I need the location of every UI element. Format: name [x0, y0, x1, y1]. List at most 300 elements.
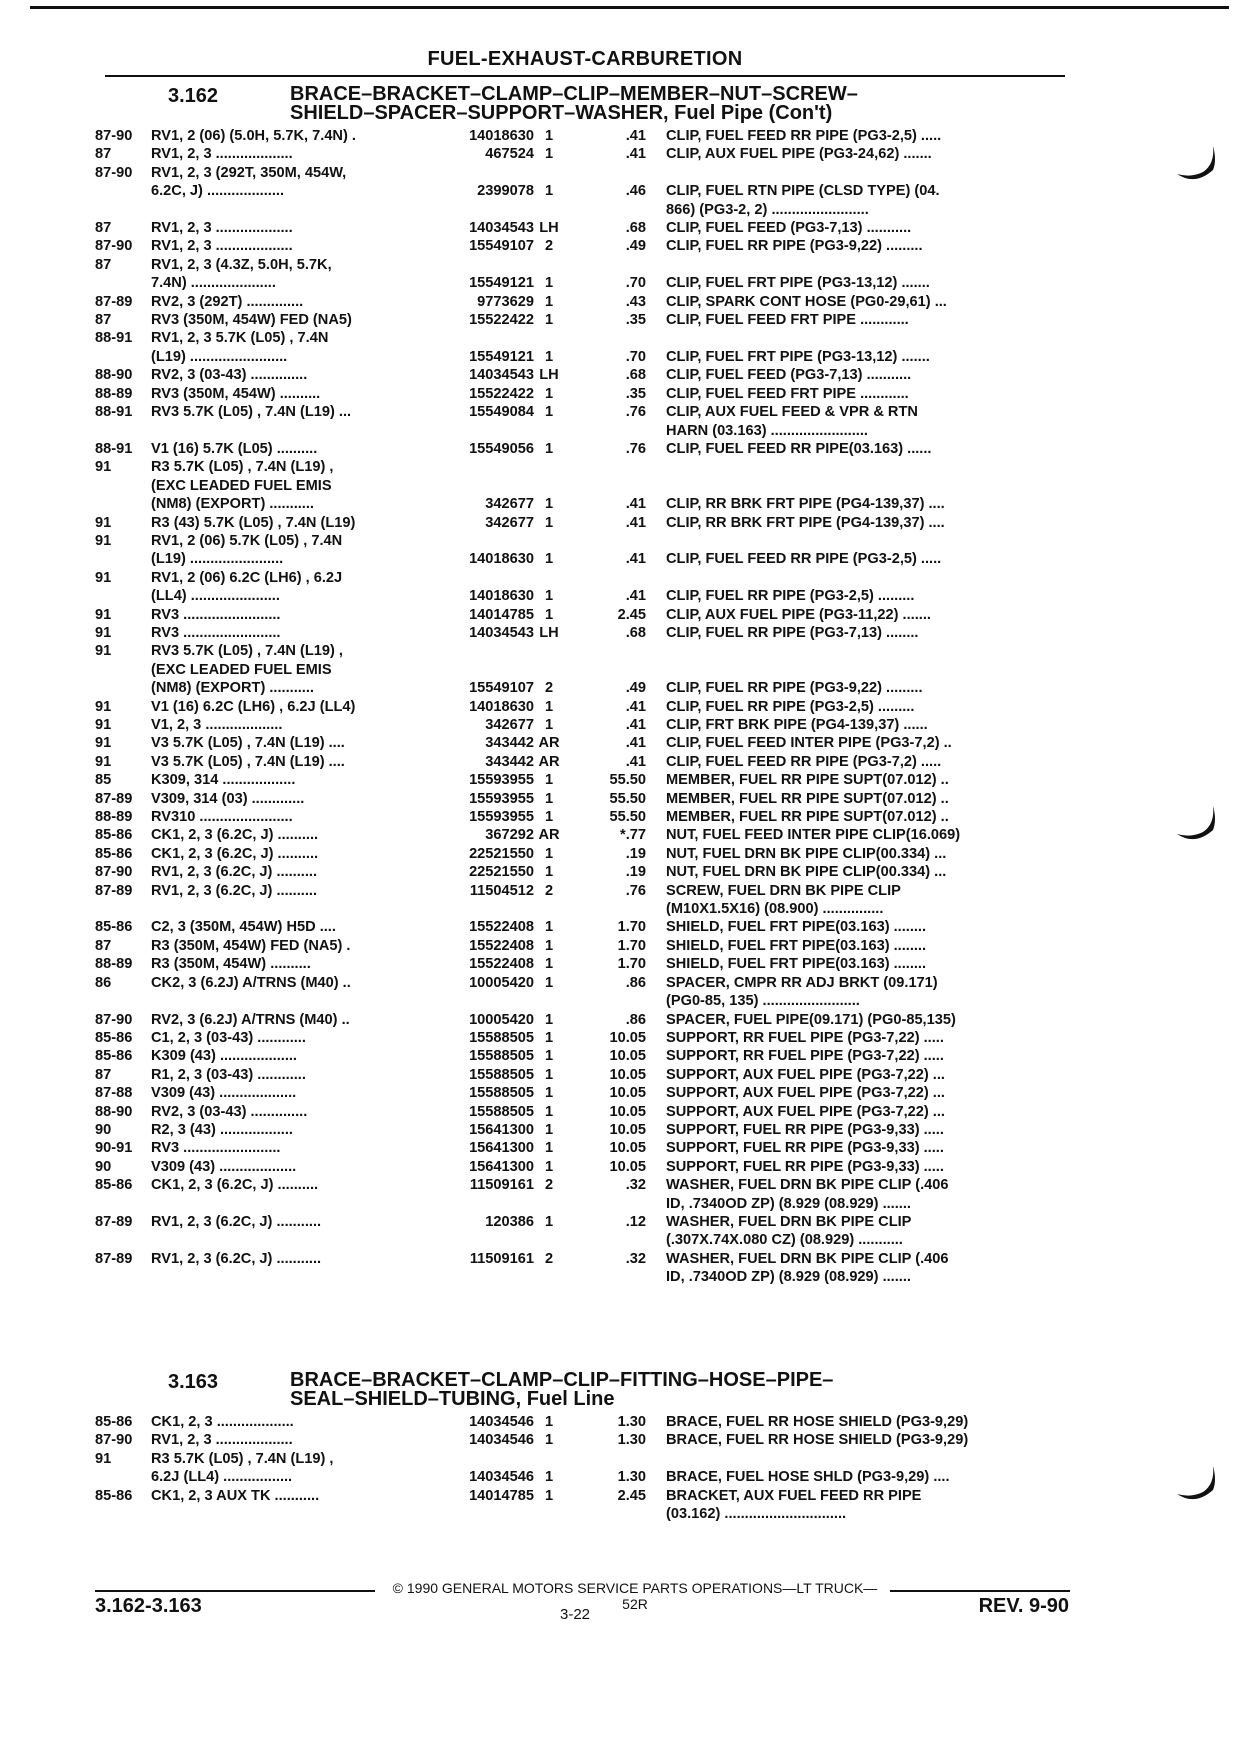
row-description [662, 532, 1032, 550]
row-part-number [446, 1268, 534, 1286]
row-part-number [446, 1195, 534, 1213]
row-description: CLIP, FUEL FEED RR PIPE (PG3-7,2) ..... [666, 753, 942, 770]
row-quantity: 1 [544, 1432, 554, 1449]
footer-rule [95, 1590, 375, 1592]
row-model: RV3 ........................ [151, 624, 281, 641]
row-price: 2.45 [617, 606, 646, 623]
row-part-number: 15549107 [469, 680, 534, 697]
row-part-number: 14018630 [469, 698, 534, 715]
row-description: BRACE, FUEL HOSE SHLD (PG3-9,29) .... [666, 1469, 950, 1486]
row-part-number: 15522408 [469, 937, 534, 954]
row-quantity: LH [539, 220, 559, 237]
row-description: NUT, FUEL DRN BK PIPE CLIP(00.334) ... [666, 864, 947, 881]
row-description: ID, .7340OD ZP) (8.929 (08.929) ....... [666, 1269, 911, 1286]
row-description: CLIP, AUX FUEL FEED & VPR & RTN [666, 404, 918, 421]
table-row [95, 1066, 1075, 1084]
row-price: 10.05 [609, 1066, 646, 1083]
table-row [95, 550, 1075, 568]
row-year: 88-89 [95, 956, 133, 973]
row-description [662, 661, 1032, 679]
row-model: RV310 ....................... [151, 809, 293, 826]
row-model: V1 (16) 5.7K (L05) .......... [151, 440, 318, 457]
row-description: SUPPORT, FUEL RR PIPE (PG3-9,33) ..... [666, 1121, 944, 1138]
table-row [95, 1450, 1075, 1468]
row-model: RV1, 2 (06) 6.2C (LH6) , 6.2J [151, 569, 343, 586]
table-row [95, 1250, 1075, 1268]
row-year [95, 348, 151, 366]
row-part-number: 15549121 [469, 348, 534, 365]
row-description: SUPPORT, AUX FUEL PIPE (PG3-7,22) ... [666, 1066, 945, 1083]
row-part-number: 15593955 [469, 790, 534, 807]
row-description: (PG0-85, 135) ........................ [666, 993, 860, 1010]
row-model [151, 422, 446, 440]
row-price: 10.05 [609, 1085, 646, 1102]
table-row [95, 790, 1075, 808]
table-row [95, 845, 1075, 863]
row-part-number: 22521550 [469, 845, 534, 862]
section-3-163 [95, 1371, 1075, 1523]
row-description: CLIP, FUEL FRT PIPE (PG3-13,12) ....... [666, 275, 930, 292]
row-price: .41 [625, 698, 646, 715]
row-part-number: 14034546 [469, 1414, 534, 1430]
row-quantity: 1 [544, 1029, 554, 1046]
row-description: CLIP, FUEL FEED FRT PIPE ............ [666, 312, 909, 329]
row-year: 87 [95, 1066, 112, 1083]
row-year: 91 [95, 532, 112, 549]
row-model: CK1, 2, 3 ................... [151, 1414, 294, 1430]
row-quantity: 1 [544, 385, 554, 402]
row-price: .49 [625, 238, 646, 255]
row-year: 91 [95, 698, 112, 715]
row-model: (EXC LEADED FUEL EMIS [151, 661, 332, 678]
row-quantity: 1 [544, 183, 554, 200]
row-part-number: 343442 [485, 753, 534, 770]
row-year: 91 [95, 1450, 112, 1467]
row-description: CLIP, FUEL FEED RR PIPE (PG3-2,5) ..... [666, 128, 942, 144]
row-quantity: 1 [544, 1158, 554, 1175]
binder-hole-icon [1173, 140, 1221, 188]
row-model: RV1, 2, 3 ................... [151, 1432, 293, 1449]
row-year: 88-89 [95, 385, 133, 402]
row-description: WASHER, FUEL DRN BK PIPE CLIP (.406 [666, 1250, 949, 1267]
footer-revision: REV. 9-90 [978, 1595, 1069, 1617]
row-quantity: 1 [544, 974, 554, 991]
row-year [95, 587, 151, 605]
binder-hole-icon [1173, 800, 1221, 848]
row-quantity: 1 [544, 146, 554, 163]
row-model: RV3 5.7K (L05) , 7.4N (L19) , [151, 643, 343, 660]
row-price: .41 [625, 514, 646, 531]
row-quantity: 1 [544, 937, 554, 954]
row-part-number [446, 1505, 534, 1523]
row-price: .46 [625, 183, 646, 200]
table-row [95, 127, 1075, 145]
row-model: RV1, 2, 3 (6.2C, J) ........... [151, 1213, 322, 1230]
row-part-number: 15593955 [469, 772, 534, 789]
row-part-number [446, 1231, 534, 1249]
row-price [564, 992, 662, 1010]
table-row [95, 1139, 1075, 1157]
row-year: 85-86 [95, 827, 133, 844]
row-description [662, 329, 1032, 347]
table-row [95, 734, 1075, 752]
row-description: SUPPORT, RR FUEL PIPE (PG3-7,22) ..... [666, 1029, 944, 1046]
row-year: 91 [95, 514, 112, 531]
table-row [95, 219, 1075, 237]
row-part-number [446, 201, 534, 219]
row-year [95, 900, 151, 918]
row-model: R3 5.7K (L05) , 7.4N (L19) , [151, 1450, 334, 1467]
row-year: 88-91 [95, 330, 133, 347]
table-row [95, 237, 1075, 255]
row-quantity [534, 458, 564, 476]
row-part-number: 22521550 [469, 864, 534, 881]
row-price: 10.05 [609, 1029, 646, 1046]
row-price: .41 [625, 146, 646, 163]
row-quantity: 1 [544, 440, 554, 457]
row-quantity: LH [539, 624, 559, 641]
row-part-number [446, 477, 534, 495]
row-price: .19 [625, 864, 646, 881]
row-description: CLIP, FUEL FRT PIPE (PG3-13,12) ....... [666, 348, 930, 365]
row-quantity: LH [539, 367, 559, 384]
row-quantity: AR [538, 735, 560, 752]
row-quantity: 2 [544, 1250, 554, 1267]
row-year: 90-91 [95, 1140, 133, 1157]
table-row [95, 1268, 1075, 1286]
row-model: R3 (350M, 454W) FED (NA5) . [151, 937, 351, 954]
row-model: V309 (43) ................... [151, 1158, 297, 1175]
row-price: 10.05 [609, 1121, 646, 1138]
row-price: .76 [625, 440, 646, 457]
table-row [95, 145, 1075, 163]
row-part-number: 14014785 [469, 606, 534, 623]
row-model: CK1, 2, 3 (6.2C, J) .......... [151, 1177, 319, 1194]
table-row [95, 1029, 1075, 1047]
footer-page-number: 3-22 [560, 1606, 591, 1623]
row-quantity [534, 1450, 564, 1468]
row-quantity: 1 [544, 698, 554, 715]
row-quantity: 1 [544, 1140, 554, 1157]
row-quantity: 2 [544, 238, 554, 255]
row-model: V1, 2, 3 ................... [151, 717, 283, 733]
row-part-number: 10005420 [469, 1011, 534, 1028]
row-description: WASHER, FUEL DRN BK PIPE CLIP (.406 [666, 1177, 949, 1194]
row-part-number: 14018630 [469, 551, 534, 568]
row-model: (EXC LEADED FUEL EMIS [151, 477, 332, 494]
row-model: 6.2C, J) ................... [151, 183, 285, 200]
row-year: 87-90 [95, 164, 133, 181]
row-description: 866) (PG3-2, 2) ........................ [666, 201, 869, 218]
row-quantity: 1 [544, 1103, 554, 1120]
section-title-line: SEAL–SHIELD–TUBING, Fuel Line [290, 1388, 615, 1410]
row-price [564, 477, 662, 495]
table-row [95, 311, 1075, 329]
row-price: 1.70 [617, 919, 646, 936]
row-description: CLIP, FUEL RR PIPE (PG3-2,5) ......... [666, 588, 915, 605]
row-quantity: 1 [544, 717, 554, 733]
row-price: .41 [625, 128, 646, 144]
row-year: 88-91 [95, 440, 133, 457]
row-price: .68 [625, 624, 646, 641]
table-row [95, 642, 1075, 660]
row-price: .41 [625, 588, 646, 605]
table-row [95, 1158, 1075, 1176]
row-price: .41 [625, 717, 646, 733]
row-year [95, 1505, 151, 1523]
row-part-number [446, 256, 534, 274]
row-part-number: 15588505 [469, 1066, 534, 1083]
row-price: .41 [625, 496, 646, 513]
row-description: CLIP, AUX FUEL PIPE (PG3-24,62) ....... [666, 146, 932, 163]
section-title-line: SHIELD–SPACER–SUPPORT–WASHER, Fuel Pipe (Con't) [290, 102, 833, 124]
row-quantity: 1 [544, 312, 554, 329]
row-description [662, 164, 1032, 182]
row-year: 85-86 [95, 919, 133, 936]
row-model: RV1, 2, 3 5.7K (L05) , 7.4N [151, 330, 329, 347]
row-quantity: 1 [544, 1048, 554, 1065]
table-row [95, 753, 1075, 771]
page-header: FUEL-EXHAUST-CARBURETION [427, 48, 743, 70]
row-model: K309 (43) ................... [151, 1048, 297, 1065]
table-row [95, 366, 1075, 384]
row-model [151, 1505, 446, 1523]
row-quantity: 1 [544, 864, 554, 881]
row-year: 85 [95, 772, 112, 789]
table-row [95, 403, 1075, 421]
row-part-number: 15549107 [469, 238, 534, 255]
row-part-number: 342677 [485, 717, 534, 733]
row-price [564, 1450, 662, 1468]
row-year: 87 [95, 312, 112, 329]
row-model [151, 992, 446, 1010]
row-part-number [446, 532, 534, 550]
row-description: SHIELD, FUEL FRT PIPE(03.163) ........ [666, 956, 927, 973]
row-price [564, 900, 662, 918]
row-description [662, 642, 1032, 660]
row-part-number: 343442 [485, 735, 534, 752]
row-part-number: 342677 [485, 496, 534, 513]
row-year [95, 550, 151, 568]
header-rule [105, 75, 1065, 77]
row-model: (L19) ........................ [151, 348, 288, 365]
row-description: SPACER, CMPR RR ADJ BRKT (09.171) [666, 974, 938, 991]
section-title [290, 1371, 1070, 1409]
row-year [95, 1195, 151, 1213]
row-quantity: 1 [544, 404, 554, 421]
row-description: NUT, FUEL FEED INTER PIPE CLIP(16.069) [666, 827, 961, 844]
row-part-number: 14018630 [469, 588, 534, 605]
row-price: .76 [625, 404, 646, 421]
row-year: 86 [95, 974, 112, 991]
row-description: CLIP, FUEL FEED RR PIPE (PG3-2,5) ..... [666, 551, 942, 568]
row-year [95, 1231, 151, 1249]
row-quantity: AR [538, 827, 560, 844]
row-model: (NM8) (EXPORT) ........... [151, 680, 314, 697]
row-price: 1.30 [617, 1414, 646, 1430]
row-model: RV3 ........................ [151, 606, 281, 623]
table-row [95, 274, 1075, 292]
row-part-number: 15549056 [469, 440, 534, 457]
row-quantity: 1 [544, 275, 554, 292]
table-row [95, 1121, 1075, 1139]
row-quantity: 2 [544, 680, 554, 697]
row-quantity: 2 [544, 882, 554, 899]
row-year: 85-86 [95, 1414, 133, 1430]
row-quantity: 1 [544, 1121, 554, 1138]
table-row [95, 422, 1075, 440]
row-quantity [534, 900, 564, 918]
row-quantity: 1 [544, 956, 554, 973]
table-row [95, 1505, 1075, 1523]
row-description: CLIP, SPARK CONT HOSE (PG0-29,61) ... [666, 293, 947, 310]
row-description [662, 569, 1032, 587]
row-model: RV1, 2, 3 ................... [151, 220, 293, 237]
row-year [95, 495, 151, 513]
row-model: (L19) ....................... [151, 551, 284, 568]
row-part-number [446, 992, 534, 1010]
row-description: CLIP, RR BRK FRT PIPE (PG4-139,37) .... [666, 496, 945, 513]
row-description: HARN (03.163) ........................ [666, 422, 868, 439]
row-part-number: 15641300 [469, 1140, 534, 1157]
table-row [95, 771, 1075, 789]
row-part-number: 120386 [485, 1213, 534, 1230]
row-price: 1.30 [617, 1432, 646, 1449]
table-row [95, 329, 1075, 347]
row-model: CK2, 3 (6.2J) A/TRNS (M40) .. [151, 974, 351, 991]
row-year: 91 [95, 643, 112, 660]
table-row [95, 458, 1075, 476]
row-year: 87 [95, 256, 112, 273]
row-description: (03.162) .............................. [666, 1506, 847, 1523]
row-description: SUPPORT, AUX FUEL PIPE (PG3-7,22) ... [666, 1085, 945, 1102]
row-part-number [446, 661, 534, 679]
footer-rule [890, 1590, 1070, 1592]
row-quantity: 1 [544, 1085, 554, 1102]
row-price: 1.30 [617, 1469, 646, 1486]
row-description: CLIP, FUEL RR PIPE (PG3-7,13) ........ [666, 624, 919, 641]
row-model: RV1, 2, 3 (6.2C, J) .......... [151, 882, 318, 899]
row-price: 10.05 [609, 1158, 646, 1175]
row-model: RV3 ........................ [151, 1140, 281, 1157]
table-row [95, 698, 1075, 716]
row-part-number: 367292 [485, 827, 534, 844]
row-price [564, 458, 662, 476]
row-year [95, 422, 151, 440]
row-model: R2, 3 (43) .................. [151, 1121, 293, 1138]
row-price: 1.70 [617, 937, 646, 954]
row-model: V309, 314 (03) ............. [151, 790, 305, 807]
row-quantity [534, 201, 564, 219]
row-year: 85-86 [95, 1177, 133, 1194]
row-part-number: 14034546 [469, 1432, 534, 1449]
row-price [564, 164, 662, 182]
row-description: CLIP, FUEL FEED (PG3-7,13) ........... [666, 220, 912, 237]
row-description: CLIP, FUEL FEED INTER PIPE (PG3-7,2) .. [666, 735, 952, 752]
row-model: 7.4N) ..................... [151, 275, 276, 292]
table-row [95, 256, 1075, 274]
row-quantity: 1 [544, 606, 554, 623]
parts-table [95, 1413, 1075, 1523]
row-price: .70 [625, 348, 646, 365]
row-part-number: 11509161 [469, 1177, 534, 1194]
row-model: V309 (43) ................... [151, 1085, 297, 1102]
row-description: SUPPORT, AUX FUEL PIPE (PG3-7,22) ... [666, 1103, 945, 1120]
row-quantity [534, 532, 564, 550]
row-price: .41 [625, 753, 646, 770]
row-year: 88-89 [95, 809, 133, 826]
table-row [95, 918, 1075, 936]
row-quantity: 1 [544, 514, 554, 531]
row-year [95, 1468, 151, 1486]
row-model: K309, 314 .................. [151, 772, 296, 789]
row-quantity [534, 1268, 564, 1286]
row-quantity: 2 [544, 1177, 554, 1194]
table-row [95, 863, 1075, 881]
row-part-number: 15522422 [469, 385, 534, 402]
table-row [95, 495, 1075, 513]
row-model: RV1, 2, 3 ................... [151, 238, 293, 255]
row-quantity [534, 1195, 564, 1213]
row-price [564, 642, 662, 660]
table-row [95, 348, 1075, 366]
row-part-number [446, 900, 534, 918]
row-price: 10.05 [609, 1140, 646, 1157]
row-model: RV1, 2 (06) 5.7K (L05) , 7.4N [151, 532, 343, 549]
row-year [95, 992, 151, 1010]
table-row [95, 569, 1075, 587]
row-part-number [446, 642, 534, 660]
row-model: RV3 5.7K (L05) , 7.4N (L19) ... [151, 404, 352, 421]
row-price: 10.05 [609, 1048, 646, 1065]
section-number: 3.163 [168, 1371, 219, 1393]
row-year: 88-90 [95, 1103, 133, 1120]
row-price: 55.50 [609, 790, 646, 807]
section-title [290, 85, 1070, 123]
table-row [95, 1431, 1075, 1449]
row-price [564, 256, 662, 274]
parts-table [95, 127, 1075, 1287]
row-part-number: 9773629 [477, 293, 534, 310]
row-description: SUPPORT, FUEL RR PIPE (PG3-9,33) ..... [666, 1140, 944, 1157]
row-quantity [534, 1231, 564, 1249]
row-description [662, 477, 1032, 495]
row-part-number: 2399078 [477, 183, 534, 200]
table-row [95, 477, 1075, 495]
row-part-number [446, 329, 534, 347]
row-part-number: 15522408 [469, 956, 534, 973]
row-model: RV1, 2, 3 (6.2C, J) .......... [151, 864, 318, 881]
row-price [564, 1505, 662, 1523]
row-description [662, 458, 1032, 476]
top-rule [30, 6, 1229, 9]
table-row [95, 1011, 1075, 1029]
table-row [95, 293, 1075, 311]
row-price: .35 [625, 385, 646, 402]
row-year: 85-86 [95, 845, 133, 862]
table-row [95, 937, 1075, 955]
row-quantity: 1 [544, 551, 554, 568]
table-row [95, 679, 1075, 697]
row-price: .43 [625, 293, 646, 310]
row-description: SCREW, FUEL DRN BK PIPE CLIP [666, 882, 901, 899]
table-row [95, 1103, 1075, 1121]
row-model: RV1, 2, 3 (292T, 350M, 454W, [151, 164, 347, 181]
row-quantity [534, 642, 564, 660]
row-year [95, 201, 151, 219]
row-description: CLIP, FUEL RR PIPE (PG3-9,22) ......... [666, 680, 923, 697]
row-description: MEMBER, FUEL RR PIPE SUPT(07.012) .. [666, 772, 949, 789]
